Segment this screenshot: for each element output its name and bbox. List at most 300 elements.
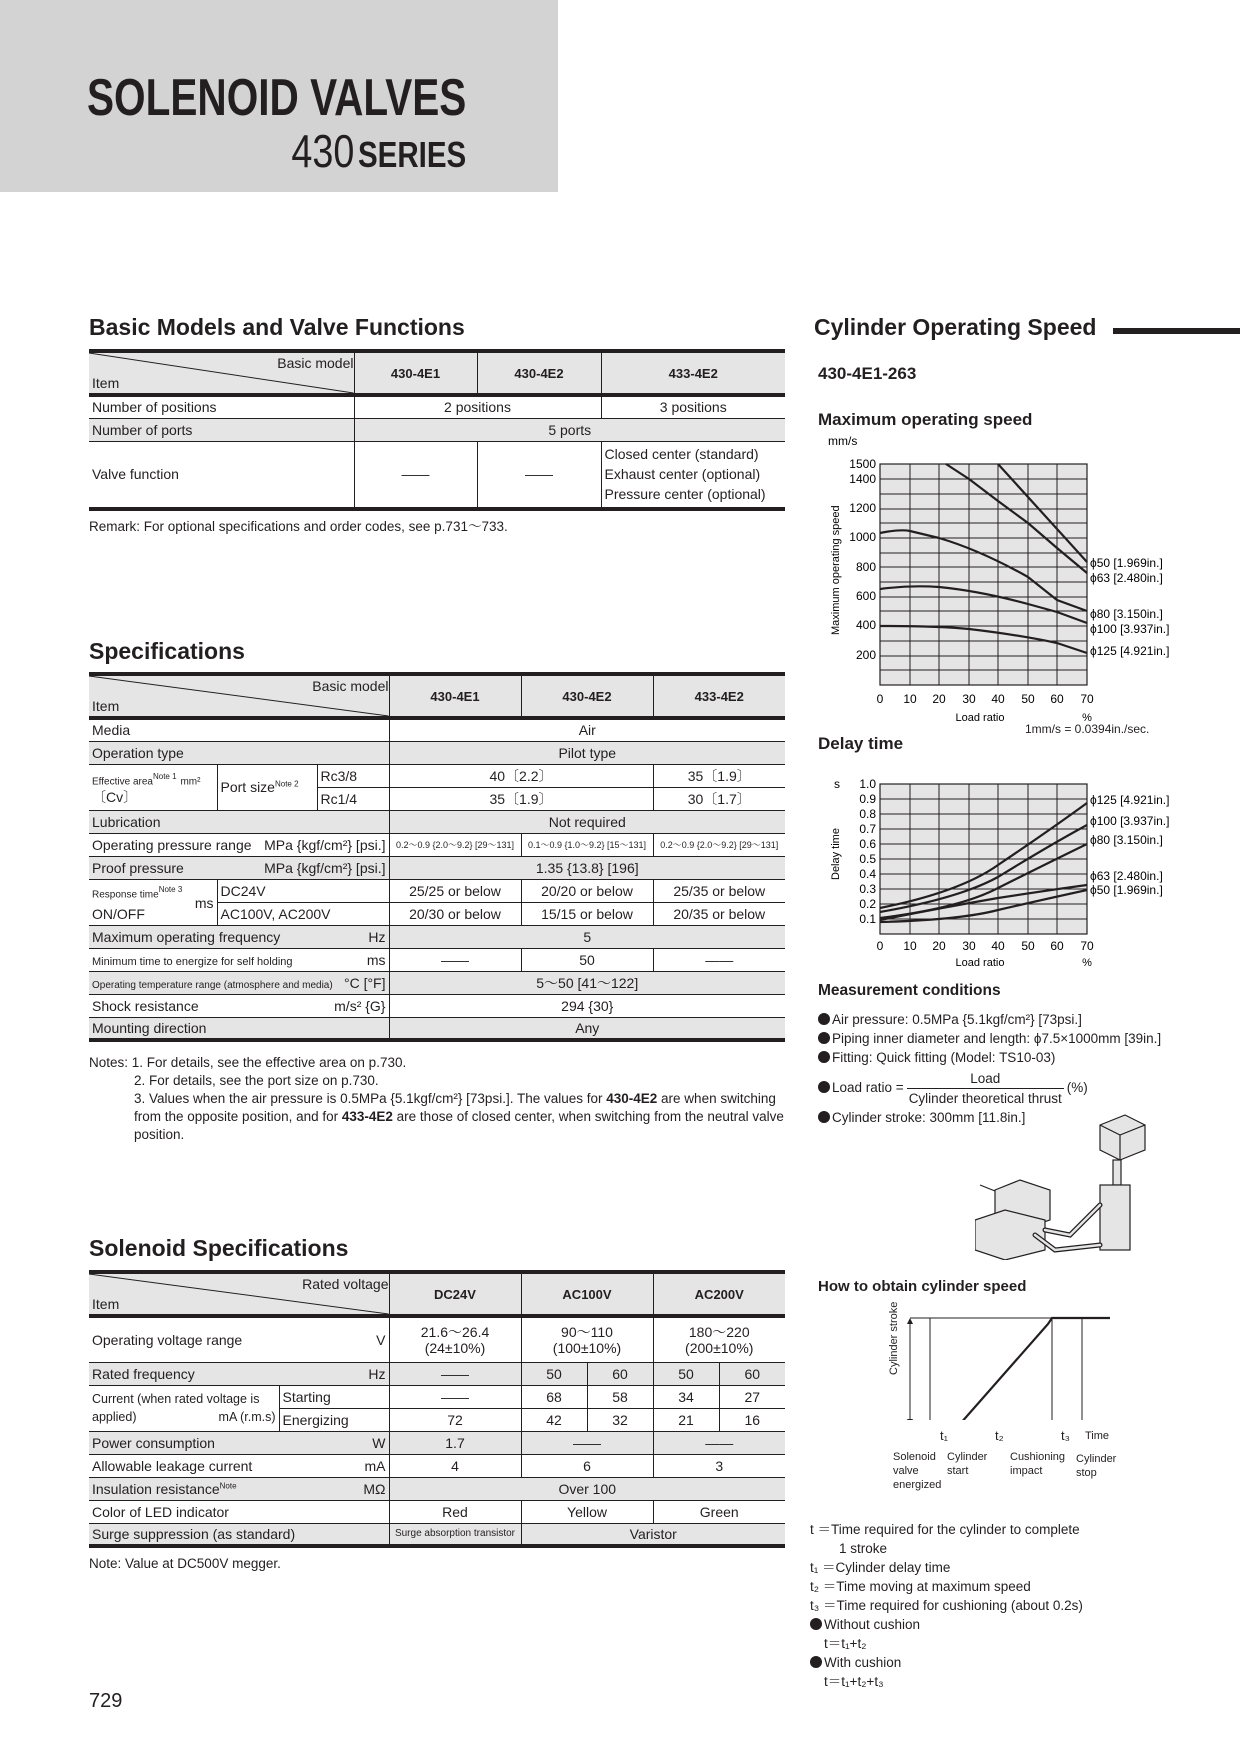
svg-text:0: 0 bbox=[876, 692, 884, 706]
row-label: Operation type bbox=[89, 741, 389, 764]
bullet-icon bbox=[818, 1111, 830, 1123]
range: 90～110 bbox=[561, 1323, 613, 1340]
cell: Air bbox=[389, 718, 785, 741]
table-row bbox=[89, 1454, 785, 1477]
page-number: 729 bbox=[89, 1690, 123, 1712]
label-text: Rated frequency bbox=[92, 1365, 195, 1382]
row-label bbox=[89, 1362, 389, 1385]
specification-notes bbox=[89, 1054, 789, 1144]
legend-item bbox=[810, 1653, 1083, 1672]
svg-text:0.3: 0.3 bbox=[859, 882, 876, 896]
event-text: Cylinder bbox=[1076, 1453, 1117, 1465]
valve-function-line: Exhaust center (optional) bbox=[604, 466, 761, 483]
svg-text:800: 800 bbox=[855, 560, 876, 574]
note-ref: Note 2 bbox=[274, 779, 299, 789]
cell bbox=[389, 1316, 521, 1362]
table-header-diagonal bbox=[89, 351, 354, 395]
condition-text: Air pressure: 0.5MPa {5.1kgf/cm²} [73psi.] bbox=[832, 1012, 1082, 1027]
event-text: stop bbox=[1076, 1467, 1097, 1479]
unit: MPa {kgf/cm²} [psi.] bbox=[264, 859, 386, 876]
cell: 2 positions bbox=[354, 395, 601, 418]
header-item: Item bbox=[92, 1296, 120, 1312]
svg-text:ϕ80 [3.150in.]: ϕ80 [3.150in.] bbox=[1090, 833, 1163, 847]
note-model: 433-4E2 bbox=[341, 1109, 393, 1124]
condition-item bbox=[818, 1048, 1161, 1067]
svg-text:1500: 1500 bbox=[849, 457, 876, 471]
event-text: Cushioning bbox=[1010, 1451, 1066, 1463]
series-title bbox=[291, 124, 466, 178]
svg-text:70: 70 bbox=[1080, 692, 1094, 706]
cell: 21 bbox=[653, 1408, 719, 1431]
row-label bbox=[89, 833, 389, 856]
table-row bbox=[89, 1017, 785, 1040]
notes-prefix: Notes: bbox=[89, 1055, 129, 1070]
svg-text:ϕ63 [2.480in.]: ϕ63 [2.480in.] bbox=[1090, 571, 1163, 585]
legend-item bbox=[810, 1615, 1083, 1634]
label-text: Port size bbox=[220, 779, 275, 795]
port-label: Rc1/4 bbox=[317, 787, 389, 810]
solenoid-specs-title: Solenoid Specifications bbox=[89, 1235, 349, 1261]
time-label: Time bbox=[1085, 1430, 1110, 1442]
table-row bbox=[89, 718, 785, 741]
table-row bbox=[89, 1362, 785, 1385]
cell: Pilot type bbox=[389, 741, 785, 764]
cell: 3 bbox=[653, 1454, 785, 1477]
sub-label: Energizing bbox=[279, 1408, 389, 1431]
series-number: 430 bbox=[291, 125, 355, 177]
unit: W bbox=[372, 1434, 386, 1451]
svg-text:10: 10 bbox=[903, 939, 917, 953]
cell: Over 100 bbox=[389, 1477, 785, 1500]
svg-text:Maximum operating speed: Maximum operating speed bbox=[830, 505, 842, 635]
table-row bbox=[89, 1385, 785, 1408]
cell: 20/30 or below bbox=[389, 902, 521, 925]
model-col: 430-4E1 bbox=[354, 351, 477, 395]
cell: 34 bbox=[653, 1385, 719, 1408]
cell: 0.2～0.9 {2.0～9.2} [29～131] bbox=[653, 833, 785, 856]
condition-text: Cylinder stroke: 300mm [11.8in.] bbox=[832, 1110, 1026, 1125]
label-text: Current (when rated voltage is bbox=[92, 1392, 260, 1406]
cell: Any bbox=[389, 1017, 785, 1040]
table-row bbox=[89, 994, 785, 1017]
unit: ms bbox=[194, 894, 214, 911]
row-label bbox=[89, 971, 389, 994]
svg-text:ϕ100 [3.937in.]: ϕ100 [3.937in.] bbox=[1090, 622, 1170, 636]
solenoid-specs-table bbox=[89, 1270, 785, 1548]
svg-text:20: 20 bbox=[932, 692, 946, 706]
series-word: SERIES bbox=[357, 134, 466, 175]
cell: 27 bbox=[719, 1385, 785, 1408]
max-speed-chart bbox=[820, 435, 1240, 725]
svg-text:20: 20 bbox=[932, 939, 946, 953]
bullet-icon bbox=[818, 1013, 830, 1025]
legend-text: With cushion bbox=[824, 1655, 902, 1670]
specifications-title: Specifications bbox=[89, 638, 245, 664]
svg-text:40: 40 bbox=[991, 692, 1005, 706]
row-label-current bbox=[89, 1385, 279, 1431]
row-label: Media bbox=[89, 718, 389, 741]
bullet-icon bbox=[810, 1656, 822, 1668]
table-row bbox=[89, 879, 785, 902]
title-banner bbox=[0, 0, 558, 192]
svg-text:70: 70 bbox=[1080, 939, 1094, 953]
t1-label: t₁ bbox=[940, 1428, 948, 1443]
label-text: Operating pressure range bbox=[92, 836, 252, 853]
event-cushioning-impact bbox=[1010, 1450, 1065, 1478]
header-item: Item bbox=[92, 375, 120, 391]
denominator: Cylinder theoretical thrust bbox=[908, 1091, 1062, 1106]
label-text: Shock resistance bbox=[92, 997, 199, 1014]
port-label: Rc3/8 bbox=[317, 764, 389, 787]
voltage-col: AC200V bbox=[653, 1272, 785, 1316]
delay-time-chart bbox=[820, 770, 1240, 970]
svg-text:ϕ80 [3.150in.]: ϕ80 [3.150in.] bbox=[1090, 607, 1163, 621]
cell: 5 ports bbox=[354, 418, 785, 441]
label-text: Operating temperature range (atmosphere and media) bbox=[92, 979, 333, 991]
delay-time-title: Delay time bbox=[818, 734, 904, 753]
cell: Yellow bbox=[521, 1500, 653, 1523]
row-label bbox=[89, 1431, 389, 1454]
table-row bbox=[89, 1477, 785, 1500]
load-ratio-fraction bbox=[907, 1069, 1064, 1108]
cell: 50 bbox=[653, 1362, 719, 1385]
sub-label: Starting bbox=[279, 1385, 389, 1408]
label-text: Power consumption bbox=[92, 1434, 215, 1451]
svg-text:Load ratio: Load ratio bbox=[955, 712, 1005, 724]
row-label-response-time bbox=[89, 879, 217, 925]
table-row bbox=[89, 925, 785, 948]
table-header-diagonal bbox=[89, 1272, 389, 1316]
row-label bbox=[89, 1454, 389, 1477]
label-text: Insulation resistance bbox=[92, 1480, 220, 1497]
label-text: Maximum operating frequency bbox=[92, 928, 281, 945]
note-3 bbox=[89, 1090, 789, 1144]
svg-text:ϕ125 [4.921in.]: ϕ125 [4.921in.] bbox=[1090, 793, 1170, 807]
y-axis-label: Cylinder stroke bbox=[888, 1301, 900, 1375]
table-row bbox=[89, 418, 785, 441]
basic-models-table bbox=[89, 349, 785, 511]
svg-text:0.8: 0.8 bbox=[859, 807, 876, 821]
svg-text:400: 400 bbox=[855, 618, 876, 632]
event-text: Solenoid bbox=[893, 1451, 936, 1463]
row-label-port-size bbox=[217, 764, 317, 810]
legend-formula: t＝t₁+t₂ bbox=[824, 1636, 867, 1651]
page-title: SOLENOID VALVES bbox=[86, 69, 466, 127]
label-text: Operating voltage range bbox=[92, 1331, 243, 1348]
cell bbox=[521, 1316, 653, 1362]
condition-text: Load ratio = bbox=[832, 1080, 904, 1096]
row-label: Number of ports bbox=[89, 418, 354, 441]
table-row bbox=[89, 1523, 785, 1546]
numerator: Load bbox=[907, 1069, 1064, 1089]
svg-text:s: s bbox=[834, 777, 840, 791]
svg-text:60: 60 bbox=[1050, 939, 1064, 953]
svg-text:ϕ63 [2.480in.]: ϕ63 [2.480in.] bbox=[1090, 869, 1163, 883]
row-label: Number of positions bbox=[89, 395, 354, 418]
measurement-title: Measurement conditions bbox=[818, 982, 1001, 999]
cell: Surge absorption transistor bbox=[389, 1523, 521, 1546]
tolerance: (24±10%) bbox=[424, 1339, 486, 1356]
cell: 0.2～0.9 {2.0～9.2} [29～131] bbox=[389, 833, 521, 856]
unit: ms bbox=[366, 951, 386, 968]
cell: —— bbox=[389, 1362, 521, 1385]
remark: Remark: For optional specifications and order codes, see p.731～733. bbox=[89, 519, 508, 534]
label-text: Response time bbox=[92, 889, 159, 901]
svg-text:0.6: 0.6 bbox=[859, 837, 876, 851]
svg-text:200: 200 bbox=[855, 648, 876, 662]
label-text: applied) bbox=[92, 1410, 137, 1424]
svg-text:40: 40 bbox=[991, 939, 1005, 953]
cell: 35〔1.9〕 bbox=[653, 764, 785, 787]
event-text: Cylinder bbox=[947, 1451, 988, 1463]
cell: —— bbox=[521, 1431, 653, 1454]
svg-text:30: 30 bbox=[962, 692, 976, 706]
tolerance: (100±10%) bbox=[552, 1339, 622, 1356]
unit-conversion: 1mm/s = 0.0394in./sec. bbox=[1025, 722, 1150, 736]
row-label-effective-area bbox=[89, 764, 217, 810]
condition-text: Piping inner diameter and length: ϕ7.5×1000mm [39in.] bbox=[832, 1031, 1162, 1046]
svg-text:ϕ100 [3.937in.]: ϕ100 [3.937in.] bbox=[1090, 814, 1170, 828]
row-label bbox=[89, 856, 389, 879]
cell: Not required bbox=[389, 810, 785, 833]
cell: 50 bbox=[521, 948, 653, 971]
title-rule bbox=[1113, 328, 1240, 334]
table-row bbox=[89, 1500, 785, 1523]
header-basic-model: Basic model bbox=[277, 355, 354, 371]
sub-label: AC100V, AC200V bbox=[217, 902, 389, 925]
max-speed-title: Maximum operating speed bbox=[818, 410, 1033, 429]
cell: 5～50 [41～122] bbox=[389, 971, 785, 994]
cell: 25/35 or below bbox=[653, 879, 785, 902]
svg-text:0: 0 bbox=[876, 939, 884, 953]
voltage-col: AC100V bbox=[521, 1272, 653, 1316]
event-text: start bbox=[947, 1465, 969, 1477]
cell: —— bbox=[389, 1385, 521, 1408]
note-ref: Note bbox=[219, 1480, 237, 1490]
cylinder-speed-title: Cylinder Operating Speed bbox=[814, 314, 1097, 340]
time-legend bbox=[810, 1520, 1083, 1691]
cell bbox=[653, 1316, 785, 1362]
svg-text:0.5: 0.5 bbox=[859, 852, 876, 866]
condition-item bbox=[818, 1010, 1161, 1029]
cell: 50 bbox=[521, 1362, 587, 1385]
svg-text:%: % bbox=[1082, 712, 1092, 724]
table-row bbox=[89, 1431, 785, 1454]
bullet-icon bbox=[810, 1618, 822, 1630]
cell: —— bbox=[477, 441, 601, 509]
cell-valve-functions bbox=[601, 441, 785, 509]
table-header-diagonal bbox=[89, 674, 389, 718]
unit: mm² bbox=[180, 776, 201, 788]
event-text: impact bbox=[1010, 1465, 1043, 1477]
cell: 60 bbox=[719, 1362, 785, 1385]
bullet-icon bbox=[818, 1051, 830, 1063]
svg-text:1400: 1400 bbox=[849, 472, 876, 486]
row-label bbox=[89, 994, 389, 1017]
cell: 35〔1.9〕 bbox=[389, 787, 653, 810]
table-row bbox=[89, 741, 785, 764]
svg-text:mm/s: mm/s bbox=[828, 435, 858, 448]
cell: 5 bbox=[389, 925, 785, 948]
unit: V bbox=[376, 1331, 386, 1348]
row-label: Valve function bbox=[89, 441, 354, 509]
cell: 1.7 bbox=[389, 1431, 521, 1454]
cell: 294 {30} bbox=[389, 994, 785, 1017]
basic-models-title: Basic Models and Valve Functions bbox=[89, 314, 465, 340]
legend-item: t₂ ＝Time moving at maximum speed bbox=[810, 1579, 1031, 1594]
unit: m/s² {G} bbox=[334, 997, 386, 1014]
svg-text:60: 60 bbox=[1050, 692, 1064, 706]
cv-label: 〔Cv〕 bbox=[92, 788, 138, 805]
model-col: 430-4E2 bbox=[477, 351, 601, 395]
svg-text:50: 50 bbox=[1021, 939, 1035, 953]
row-label bbox=[89, 925, 389, 948]
cell: Green bbox=[653, 1500, 785, 1523]
row-label: Mounting direction bbox=[89, 1017, 389, 1040]
row-label: Color of LED indicator bbox=[89, 1500, 389, 1523]
svg-text:600: 600 bbox=[855, 589, 876, 603]
event-text: energized bbox=[893, 1479, 942, 1491]
label-text: Effective area bbox=[92, 776, 153, 788]
bullet-icon bbox=[818, 1032, 830, 1044]
cell: 68 bbox=[521, 1385, 587, 1408]
svg-text:30: 30 bbox=[962, 939, 976, 953]
unit: Hz bbox=[368, 928, 386, 945]
svg-text:1.0: 1.0 bbox=[859, 777, 876, 791]
note-ref: Note 1 bbox=[152, 772, 177, 782]
header-item: Item bbox=[92, 698, 120, 714]
svg-text:0.2: 0.2 bbox=[859, 897, 876, 911]
unit: Hz bbox=[368, 1365, 386, 1382]
event-cylinder-start bbox=[947, 1450, 987, 1478]
unit: (%) bbox=[1066, 1080, 1088, 1096]
cell: 20/35 or below bbox=[653, 902, 785, 925]
cell: —— bbox=[653, 948, 785, 971]
note-1: 1. For details, see the effective area on p.730. bbox=[131, 1055, 407, 1070]
t3-label: t₃ bbox=[1061, 1428, 1070, 1443]
valve-function-line: Pressure center (optional) bbox=[604, 486, 766, 503]
range: 180～220 bbox=[688, 1323, 750, 1340]
svg-text:0.7: 0.7 bbox=[859, 822, 876, 836]
cell: 25/25 or below bbox=[389, 879, 521, 902]
label-text: Allowable leakage current bbox=[92, 1457, 253, 1474]
unit: mA (r.m.s) bbox=[218, 1410, 276, 1424]
legend-item: t₁ ＝Cylinder delay time bbox=[810, 1560, 951, 1575]
table-row bbox=[89, 395, 785, 418]
row-label: Surge suppression (as standard) bbox=[89, 1523, 389, 1546]
model-col: 430-4E2 bbox=[521, 674, 653, 718]
header-rated-voltage: Rated voltage bbox=[302, 1276, 389, 1292]
unit: °C [°F] bbox=[343, 974, 386, 991]
cell: 6 bbox=[521, 1454, 653, 1477]
cell: 40〔2.2〕 bbox=[389, 764, 653, 787]
legend-item: 1 stroke bbox=[839, 1541, 888, 1556]
label-text: Proof pressure bbox=[92, 859, 184, 876]
event-cylinder-stop bbox=[1076, 1452, 1116, 1480]
legend-formula: t＝t₁+t₂+t₃ bbox=[824, 1674, 884, 1689]
svg-text:50: 50 bbox=[1021, 692, 1035, 706]
note-text: are those of closed center, when switching from the neutral valve position. bbox=[134, 1109, 784, 1142]
svg-text:1200: 1200 bbox=[849, 501, 876, 515]
how-to-title: How to obtain cylinder speed bbox=[818, 1278, 1027, 1295]
tolerance: (200±10%) bbox=[685, 1339, 754, 1356]
solenoid-note: Note: Value at DC500V megger. bbox=[89, 1556, 281, 1571]
condition-item bbox=[818, 1029, 1161, 1048]
header-basic-model: Basic model bbox=[312, 678, 389, 694]
model-col: 433-4E2 bbox=[653, 674, 785, 718]
event-solenoid-energized bbox=[893, 1450, 941, 1492]
condition-text: Fitting: Quick fitting (Model: TS10-03) bbox=[832, 1050, 1056, 1065]
condition-item bbox=[818, 1069, 1161, 1108]
cell: 3 positions bbox=[601, 395, 785, 418]
label-text: Minimum time to energize for self holding bbox=[92, 955, 293, 968]
cell: 60 bbox=[587, 1362, 653, 1385]
row-label bbox=[89, 1316, 389, 1362]
cell: 16 bbox=[719, 1408, 785, 1431]
cell: Varistor bbox=[521, 1523, 785, 1546]
table-row bbox=[89, 441, 785, 509]
table-row bbox=[89, 948, 785, 971]
svg-text:0.4: 0.4 bbox=[859, 867, 876, 881]
cell: 4 bbox=[389, 1454, 521, 1477]
range: 21.6～26.4 bbox=[420, 1323, 490, 1340]
table-row bbox=[89, 810, 785, 833]
svg-text:Delay time: Delay time bbox=[830, 828, 842, 880]
sub-label: DC24V bbox=[217, 879, 389, 902]
legend-item: t₃ ＝Time required for cushioning (about 0.2s) bbox=[810, 1598, 1083, 1613]
table-row bbox=[89, 833, 785, 856]
table-row bbox=[89, 971, 785, 994]
svg-text:1000: 1000 bbox=[849, 530, 876, 544]
cell: 42 bbox=[521, 1408, 587, 1431]
note-text: are when switching from the opposite position, and for bbox=[134, 1091, 776, 1124]
cylinder-speed-diagram bbox=[880, 1310, 1130, 1420]
note-text: 3. Values when the air pressure is 0.5MPa {5.1kgf/cm²} [73psi.]. The values for bbox=[134, 1091, 607, 1106]
unit: MPa {kgf/cm²} [psi.] bbox=[264, 836, 386, 853]
svg-text:0.1: 0.1 bbox=[859, 912, 876, 926]
svg-text:Load ratio: Load ratio bbox=[955, 957, 1005, 969]
row-label bbox=[89, 1477, 389, 1500]
cell: 0.1～0.9 {1.0～9.2} [15～131] bbox=[521, 833, 653, 856]
svg-text:ϕ50 [1.969in.]: ϕ50 [1.969in.] bbox=[1090, 883, 1163, 897]
note-ref: Note 3 bbox=[158, 885, 183, 895]
test-setup-illustration bbox=[975, 1110, 1155, 1260]
cell: 15/15 or below bbox=[521, 902, 653, 925]
bullet-icon bbox=[818, 1081, 830, 1093]
cell: 30〔1.7〕 bbox=[653, 787, 785, 810]
model-col: 433-4E2 bbox=[601, 351, 785, 395]
row-label bbox=[89, 948, 389, 971]
legend-text: Without cushion bbox=[824, 1617, 921, 1632]
table-row bbox=[89, 856, 785, 879]
event-text: valve bbox=[893, 1465, 919, 1477]
cell: 72 bbox=[389, 1408, 521, 1431]
label-text: ON/OFF bbox=[92, 905, 145, 922]
cell: 58 bbox=[587, 1385, 653, 1408]
cell: 32 bbox=[587, 1408, 653, 1431]
cell: 20/20 or below bbox=[521, 879, 653, 902]
row-label: Lubrication bbox=[89, 810, 389, 833]
cell: —— bbox=[653, 1431, 785, 1454]
note-2: 2. For details, see the port size on p.730. bbox=[134, 1073, 379, 1088]
model-col: 430-4E1 bbox=[389, 674, 521, 718]
note-model: 430-4E2 bbox=[606, 1091, 658, 1106]
cell: —— bbox=[389, 948, 521, 971]
cell: 1.35 {13.8} [196] bbox=[389, 856, 785, 879]
specifications-table bbox=[89, 672, 785, 1042]
svg-text:0.9: 0.9 bbox=[859, 792, 876, 806]
svg-text:%: % bbox=[1082, 957, 1092, 969]
